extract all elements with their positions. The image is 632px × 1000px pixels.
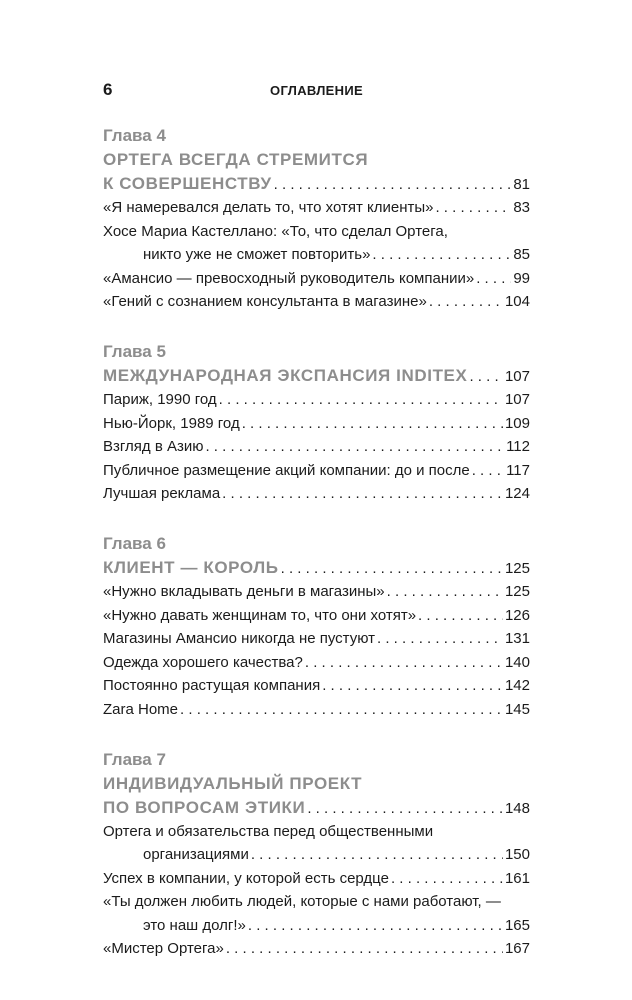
dot-leader <box>469 365 503 389</box>
toc-entry-text: Лучшая реклама <box>103 485 221 503</box>
toc-entry-text: Одежда хорошего качества? <box>103 653 303 671</box>
dot-leader <box>307 797 503 821</box>
toc-entry-text: Публичное размещение акций компании: до и после <box>103 461 470 479</box>
toc-entry-line[interactable] <box>103 412 530 436</box>
dot-leader <box>435 196 511 220</box>
toc-entry-line[interactable] <box>103 290 530 314</box>
chapter-title-text: КЛИЕНТ — КОРОЛЬ <box>103 557 279 577</box>
toc-entry-page-number: 83 <box>513 199 530 216</box>
chapter-title-text: ИНДИВИДУАЛЬНЫЙ ПРОЕКТ <box>103 773 363 793</box>
toc-entry-page-number: 125 <box>504 582 530 600</box>
toc-entry-line[interactable] <box>103 459 530 483</box>
toc-entry-text: Нью-Йорк, 1989 год <box>103 414 240 432</box>
chapter-section <box>103 340 530 506</box>
chapter-title-page-number: 148 <box>504 799 530 817</box>
chapter-title-text: МЕЖДУНАРОДНАЯ ЭКСПАНСИЯ INDITEX <box>103 365 468 385</box>
dot-leader <box>274 173 512 197</box>
dot-leader <box>387 580 503 604</box>
chapter-title-line <box>103 556 530 580</box>
dot-leader <box>305 651 503 675</box>
toc-entry-line[interactable] <box>103 243 530 267</box>
toc-entry-text: Париж, 1990 год <box>103 390 217 408</box>
toc-entry-page-number: 112 <box>506 438 530 456</box>
chapter-title-page-number: 107 <box>504 367 530 385</box>
page-number: 6 <box>103 80 113 99</box>
chapter-label: Глава 4 <box>103 126 166 145</box>
toc-entry-text: Успех в компании, у которой есть сердце <box>103 869 389 887</box>
dot-leader <box>377 627 503 651</box>
chapter-title-line <box>103 148 530 172</box>
toc-entry-page-number: 109 <box>504 414 530 432</box>
toc-entry-page-number: 107 <box>504 390 530 408</box>
dot-leader <box>226 937 503 961</box>
toc-entry-line[interactable] <box>103 843 530 867</box>
toc-entry-text: «Нужно вкладывать деньги в магазины» <box>103 582 385 600</box>
dot-leader <box>219 388 503 412</box>
toc-entry-page-number: 165 <box>504 916 530 934</box>
dot-leader <box>248 914 503 938</box>
dot-leader <box>429 290 503 314</box>
page-header <box>103 80 530 102</box>
toc-entry-line[interactable] <box>103 867 530 891</box>
toc-entry-text: организациями <box>143 846 249 864</box>
dot-leader <box>418 604 503 628</box>
dot-leader <box>222 482 503 506</box>
dot-leader <box>251 843 503 867</box>
chapter-label: Глава 6 <box>103 533 166 553</box>
toc-entry-page-number: 126 <box>504 606 530 624</box>
toc-entry-page-number: 161 <box>504 869 530 887</box>
toc-entry-line[interactable] <box>103 580 530 604</box>
chapter-label: Глава 5 <box>103 341 166 361</box>
toc-entry-page-number: 150 <box>504 846 530 864</box>
toc-entry-page-number: 124 <box>504 485 530 503</box>
toc-entry-page-number: 99 <box>513 269 530 287</box>
dot-leader <box>281 557 503 581</box>
toc-entry-text: Хосе Мариа Кастеллано: «То, что сделал Ортега, <box>103 222 448 240</box>
toc-entry-line[interactable] <box>103 604 530 628</box>
dot-leader <box>372 243 511 267</box>
toc-entry-line[interactable] <box>103 651 530 675</box>
chapter-section <box>103 532 530 722</box>
toc-entry-page-number: 167 <box>504 940 530 958</box>
chapter-title-page-number: 125 <box>504 559 530 577</box>
toc-entry-line[interactable] <box>103 890 530 914</box>
chapter-section <box>103 748 530 962</box>
toc-entry-page-number: 140 <box>504 653 530 671</box>
dot-leader <box>322 674 503 698</box>
chapter-title-page-number: 81 <box>513 176 530 193</box>
toc-entry-line[interactable] <box>103 482 530 506</box>
dot-leader <box>391 867 503 891</box>
toc-entry-text: «Амансио — превосходный руководитель компании» <box>103 269 475 287</box>
toc-entry-line[interactable] <box>103 698 530 722</box>
table-of-contents <box>103 124 530 987</box>
chapter-title-text: К СОВЕРШЕНСТВУ <box>103 174 272 193</box>
toc-entry-text: «Нужно давать женщинам то, что они хотят» <box>103 606 417 624</box>
chapter-title-text: ОРТЕГА ВСЕГДА СТРЕМИТСЯ <box>103 150 369 169</box>
toc-entry-line[interactable] <box>103 196 530 220</box>
chapter-title-line <box>103 172 530 196</box>
chapter-section <box>103 124 530 314</box>
toc-entry-page-number: 85 <box>513 246 530 264</box>
toc-entry-line[interactable] <box>103 937 530 961</box>
toc-entry-line[interactable] <box>103 914 530 938</box>
toc-entry-text: Магазины Амансио никогда не пустуют <box>103 630 376 648</box>
toc-entry-page-number: 131 <box>504 630 530 648</box>
toc-entry-line[interactable] <box>103 435 530 459</box>
toc-entry-text: Взгляд в Азию <box>103 438 204 456</box>
dot-leader <box>180 698 503 722</box>
chapter-title-line <box>103 364 530 388</box>
toc-entry-page-number: 142 <box>504 677 530 695</box>
toc-entry-text: Ортега и обязательства перед общественными <box>103 822 434 840</box>
toc-entry-text: «Мистер Ортега» <box>103 940 224 958</box>
toc-entry-page-number: 104 <box>504 293 530 311</box>
toc-entry-text: никто уже не сможет повторить» <box>143 246 371 264</box>
chapter-label: Глава 7 <box>103 749 166 769</box>
toc-entry-text: Постоянно растущая компания <box>103 677 321 695</box>
dot-leader <box>476 267 511 291</box>
toc-entry-line[interactable] <box>103 627 530 651</box>
toc-entry-line[interactable] <box>103 820 530 844</box>
toc-entry-text: Zara Home <box>103 700 179 718</box>
toc-entry-line[interactable] <box>103 220 530 244</box>
toc-entry-line[interactable] <box>103 674 530 698</box>
dot-leader <box>242 412 503 436</box>
toc-entry-text: это наш долг!» <box>143 916 246 934</box>
dot-leader <box>205 435 504 459</box>
toc-entry-page-number: 117 <box>506 461 530 479</box>
toc-entry-text: «Ты должен любить людей, которые с нами работают, — <box>103 893 501 911</box>
running-title: ОГЛАВЛЕНИЕ <box>270 83 363 98</box>
toc-entry-line[interactable] <box>103 267 530 291</box>
chapter-title-text: ПО ВОПРОСАМ ЭТИКИ <box>103 797 306 817</box>
dot-leader <box>472 459 504 483</box>
chapter-title-line <box>103 796 530 820</box>
toc-entry-text: «Я намеревался делать то, что хотят клиенты» <box>103 199 434 216</box>
toc-entry-page-number: 145 <box>504 700 530 718</box>
toc-entry-line[interactable] <box>103 388 530 412</box>
toc-entry-text: «Гений с сознанием консультанта в магазине» <box>103 293 427 311</box>
chapter-title-line <box>103 772 530 796</box>
